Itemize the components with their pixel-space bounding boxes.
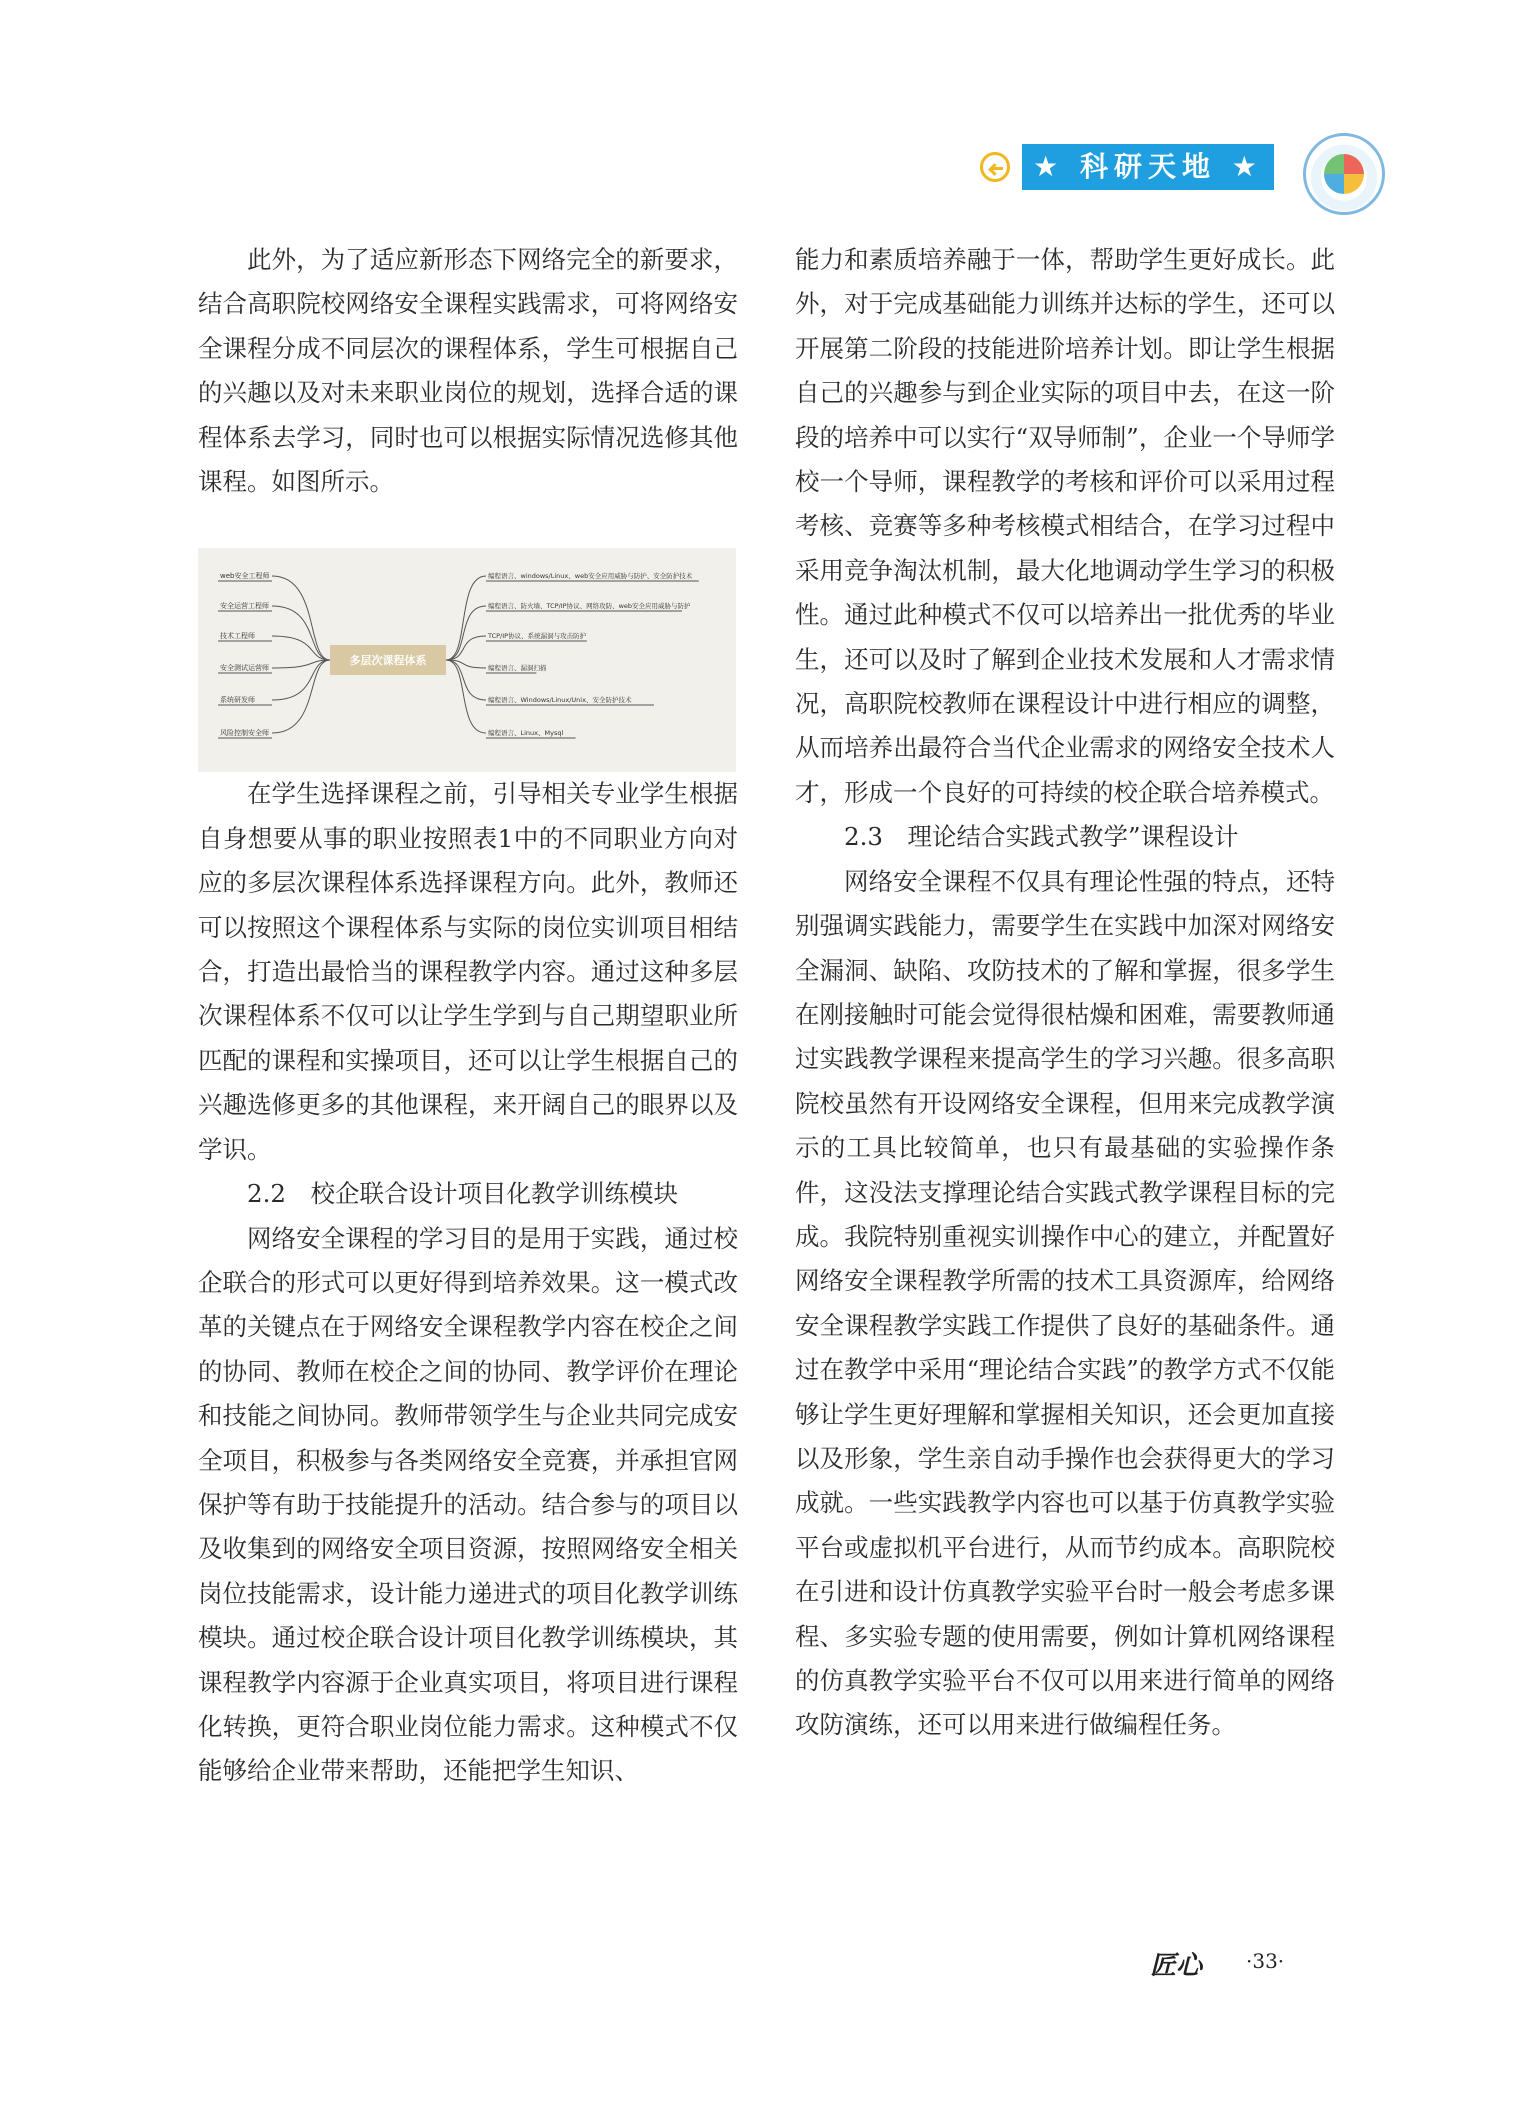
diagram-left-label: 安全运营工程师 [220, 602, 269, 610]
diagram-left-label: 安全测试运营师 [220, 664, 269, 672]
page-number: ·33· [1246, 1949, 1285, 1973]
diagram-right-label: 编程语言、Linux、Mysql [488, 729, 564, 737]
course-system-diagram [198, 548, 736, 772]
diagram-branch [272, 660, 330, 733]
left-column [198, 238, 738, 1794]
diagram-left-label: 风险控制安全师 [220, 729, 269, 737]
paragraph: 此外，为了适应新形态下网络完全的新要求，结合高职院校网络安全课程实践需求，可将网络安全课程分成不同层次的课程体系，学生可根据自己的兴趣以及对未来职业岗位的规划，选择合适的课程体系去学习，同时也可以根据实际情况选修其他课程。如图所示。 [198, 245, 738, 497]
paragraph: 网络安全课程的学习目的是用于实践，通过校企联合的形式可以更好得到培养效果。这一模式改革的关键点在于网络安全课程教学内容在校企之间的协同、教师在校企之间的协同、教学评价在理论和技能之间协同。教师带领学生与企业共同完成安全项目，积极参与各类网络安全竞赛，并承担官网保护等有助于技能提升的活动。结合参与的项目以及收集到的网络安全项目资源，按照网络安全相关岗位技能需求，设计能力递进式的项目化教学训练模块。通过校企联合设计项目化教学训练模块，其课程教学内容源于企业真实项目，将项目进行课程化转换，更符合职业岗位能力需求。这种模式不仅能够给企业带来帮助，还能把学生知识、 [198, 1223, 738, 1786]
diagram-branch [446, 636, 486, 660]
diagram-branch [446, 660, 486, 700]
section-banner: ★ 科研天地 ★ [1022, 144, 1274, 190]
paragraph: 网络安全课程不仅具有理论性强的特点，还特别强调实践能力，需要学生在实践中加深对网络安全漏洞、缺陷、攻防技术的了解和掌握，很多学生在刚接触时可能会觉得很枯燥和困难，需要教师通过实践教学课程来提高学生的学习兴趣。很多高职院校虽然有开设网络安全课程，但用来完成教学演示的工具比较简单，也只有最基础的实验操作条件，这没法支撑理论结合实践式教学课程目标的完成。我院特别重视实训操作中心的建立，并配置好网络安全课程教学所需的技术工具资源库，给网络安全课程教学实践工作提供了良好的基础条件。通过在教学中采用“理论结合实践”的教学方式不仅能够让学生更好理解和掌握相关知识，还会更加直接以及形象，学生亲自动手操作也会获得更大的学习成就。一些实践教学内容也可以基于仿真教学实验平台或虚拟机平台进行，从而节约成本。高职院校在引进和设计仿真教学实验平台时一般会考虑多课程、多实验专题的使用需要，例如计算机网络课程的仿真教学实验平台不仅可以用来进行简单的网络攻防演练，还可以用来进行做编程任务。 [795, 866, 1335, 1740]
paragraph: 在学生选择课程之前，引导相关专业学生根据自身想要从事的职业按照表1中的不同职业方向对应的多层次课程体系选择课程方向。此外，教师还可以按照这个课程体系与实际的岗位实训项目相结合，打造出最恰当的课程教学内容。通过这种多层次课程体系不仅可以让学生学到与自己期望职业所匹配的课程和实操项目，还可以让学生根据自己的兴趣选修更多的其他课程，来开阔自己的眼界以及学识。 [198, 779, 738, 1164]
diagram-right-label: 编程语言、Windows/Linux/Unix、安全防护技术 [488, 696, 632, 704]
journal-logo-icon [1303, 133, 1385, 215]
section-heading: 2.3 理论结合实践式教学”课程设计 [844, 822, 1239, 852]
diagram-branch [446, 606, 486, 660]
diagram-branch [272, 606, 330, 660]
diagram-center-label: 多层次课程体系 [349, 654, 427, 667]
diagram-left-label: 技术工程师 [220, 632, 255, 640]
diagram-right-label: 编程语言、防火墙、TCP/IP协议、网络攻防、web安全应用威胁与防护 [488, 602, 691, 610]
diagram-svg [198, 548, 736, 772]
diagram-right-label: 编程语言、漏洞扫描 [488, 664, 547, 672]
page-footer [1150, 1945, 1350, 1981]
diagram-right-label: 编程语言、windows/Linux、web安全应用威胁与防护、安全防护技术 [488, 572, 693, 580]
diagram-branch [446, 660, 486, 733]
diagram-left-label: 系统研发师 [220, 696, 255, 704]
paragraph: 能力和素质培养融于一体，帮助学生更好成长。此外，对于完成基础能力训练并达标的学生，还可以开展第二阶段的技能进阶培养计划。即让学生根据自己的兴趣参与到企业实际的项目中去，在这一阶段的培养中可以实行“双导师制”，企业一个导师学校一个导师，课程教学的考核和评价可以采用过程考核、竞赛等多种考核模式相结合，在学习过程中采用竞争淘汰机制，最大化地调动学生学习的积极性。通过此种模式不仅可以培养出一批优秀的毕业生，还可以及时了解到企业技术发展和人才需求情况，高职院校教师在课程设计中进行相应的调整，从而培养出最符合当代企业需求的网络安全技术人才，形成一个良好的可持续的校企联合培养模式。 [795, 245, 1335, 807]
diagram-left-label: web安全工程师 [220, 572, 270, 580]
footer-logo: 匠心 [1150, 1951, 1203, 1981]
section-heading: 2.2 校企联合设计项目化教学训练模块 [247, 1179, 678, 1209]
diagram-branch [446, 576, 486, 660]
back-arrow-icon [980, 152, 1010, 182]
right-column [795, 238, 1335, 1748]
diagram-right-label: TCP/IP协议、系统漏洞与攻击防护 [488, 632, 587, 640]
